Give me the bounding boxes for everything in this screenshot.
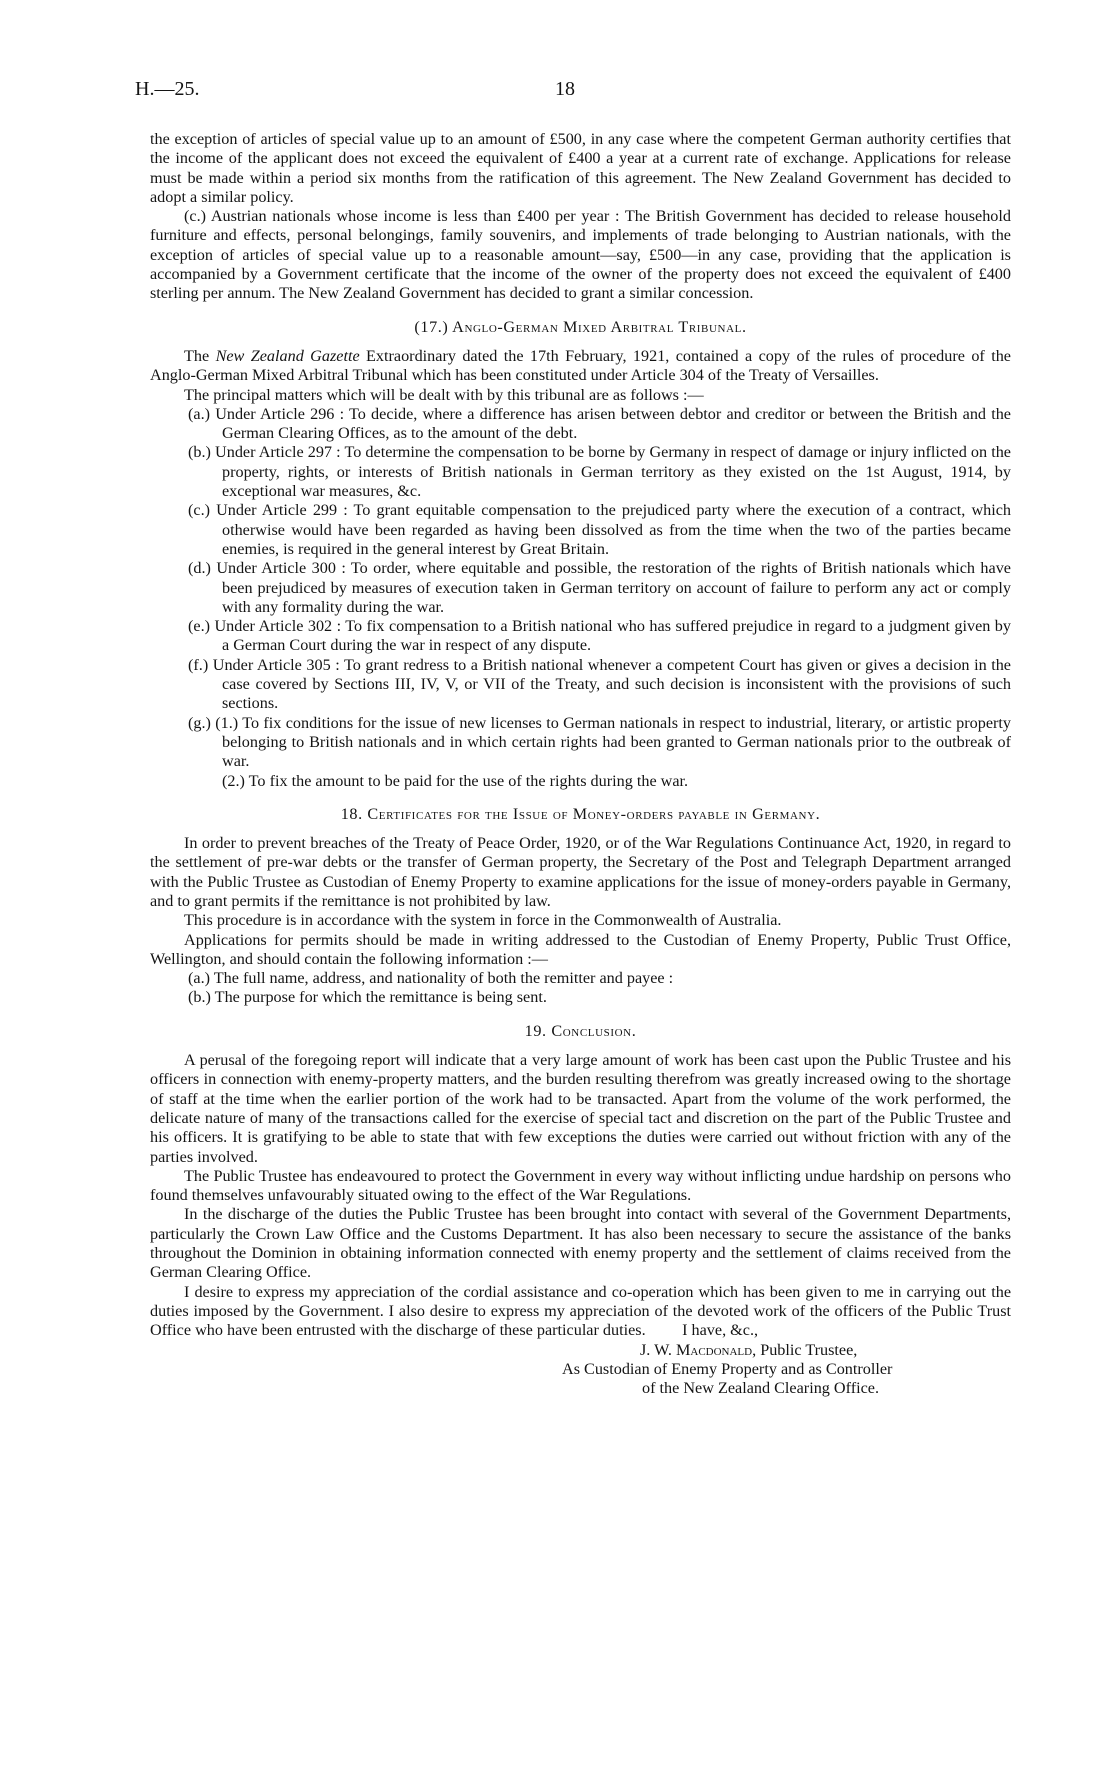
list-item: (a.) Under Article 296 : To decide, where a difference has arisen between debtor and creditor or between the British and the German Clearing Offices, as to the amount of the debt. [188,404,1011,443]
list-item: (b.) Under Article 297 : To determine the compensation to be borne by Germany in respect of damage or injury inflicted on the property, rights, or interests of British nationals in German territory as they existed on the 1st August, 1914, by exceptional war measures, &c. [188,443,1011,501]
section-17-p1-start: The [184,346,216,365]
list-item: (a.) The full name, address, and nationality of both the remitter and payee : [188,969,674,988]
section-19-heading: 19. Conclusion. [524,1021,637,1040]
section-19-p4-text: I desire to express my appreciation of the cordial assistance and co-operation which has been given to me in carrying out the duties imposed by the Government. I also desire to express my appreciation of the devoted work of the officers of the Public Trust Office who have been entrusted with the discharge of these particular duties. [150,1282,1011,1340]
section-18-paragraph-1: In order to prevent breaches of the Treaty of Peace Order, 1920, or of the War Regulations Continuance Act, 1920, in regard to the settlement of pre-war debts or the transfer of German property, the Secretary of the Post and Telegraph Department arranged with the Public Trustee as Custodian of Enemy Property to examine applications for the issue of money-orders payable in Germany, and to grant permits if the remittance is not prohibited by law. [150,834,1011,910]
document-reference: H.—25. [135,78,200,100]
closing-salutation: I have, &c., [682,1321,759,1340]
list-item: (d.) Under Article 300 : To order, where equitable and possible, the restoration of the rights of British nationals which have been prejudiced by measures of execution taken in German territory on account of failure to perform any act or comply with any formality during the war. [188,559,1011,616]
page-body [150,130,1011,1398]
section-19-paragraph-2: The Public Trustee has endeavoured to protect the Government in every way without inflicting undue hardship on persons who found themselves unfavourably situated owing to the effect of the War Regulations. [150,1166,1011,1205]
signatory-name: J. W. Macdonald [640,1340,753,1359]
section-18-heading: 18. Certificates for the Issue of Money-orders payable in Germany. [340,804,821,823]
list-item: (f.) Under Article 305 : To grant redress to a British national whenever a competent Court has given or gives a decision in the case covered by Sections III, IV, V, or VII of the Treaty, and such decision is inconsistent with the provisions of such sections. [188,655,1011,713]
signature-block [150,1341,1011,1399]
section-17-paragraph-1 [150,347,1011,386]
section-18-paragraph-3: Applications for permits should be made in writing addressed to the Custodian of Enemy Property, Public Trust Office, Wellington, and should contain the following information :— [150,930,1011,968]
list-item: (b.) The purpose for which the remittance is being sent. [188,988,547,1007]
list-item: (g.) (1.) To fix conditions for the issue of new licenses to German nationals in respect to industrial, literary, or artistic property belonging to British nationals and in which certain rights had been granted to German nationals prior to the outbreak of war. [188,713,1011,771]
gazette-title: New Zealand Gazette [215,346,360,365]
signature-line-3: of the New Zealand Clearing Office. [642,1379,880,1398]
section-17-p1-end: Extraordinary dated the 17th February, 1921, contained a copy of the rules of procedure of the Anglo-German Mixed Arbitral Tribunal which has been constituted under Article 304 of the Treaty of Versailles. [150,346,1011,385]
page-number: 18 [555,78,575,100]
section-17-heading: (17.) Anglo-German Mixed Arbitral Tribunal. [414,317,747,336]
list-item-g-2: (2.) To fix the amount to be paid for the use of the rights during the war. [222,771,689,790]
list-item: (c.) Under Article 299 : To grant equitable compensation to the prejudiced party where the execution of a contract, which otherwise would have been regarded as having been dissolved as from the time when the two of the parties became enemies, is required in the general interest by Great Britain. [188,501,1011,558]
section-18-paragraph-2: This procedure is in accordance with the system in force in the Commonwealth of Australia. [184,911,782,930]
signature-line-1 [150,1341,1011,1360]
signatory-title: , Public Trustee, [752,1340,858,1359]
list-item: (e.) Under Article 302 : To fix compensation to a British national who has suffered prejudice in regard to a judgment given by a German Court during the war in respect of any dispute. [188,617,1011,655]
paragraph-continuation: the exception of articles of special value up to an amount of £500, in any case where the competent German authority certifies that the income of the applicant does not exceed the equivalent of £400 a year at a current rate of exchange. Applications for release must be made within a period six months from the ratification of this agreement. The New Zealand Government has decided to adopt a similar policy. [150,130,1011,206]
section-19-paragraph-3: In the discharge of the duties the Public Trustee has been brought into contact with several of the Government Departments, particularly the Crown Law Office and the Customs Department. It has also been necessary to secure the assistance of the banks throughout the Dominion in obtaining information connected with enemy property and the settlement of claims received from the German Clearing Office. [150,1205,1011,1282]
section-17-paragraph-2: The principal matters which will be dealt with by this tribunal are as follows :— [184,385,704,404]
section-19-paragraph-1: A perusal of the foregoing report will indicate that a very large amount of work has been cast upon the Public Trustee and his officers in connection with enemy-property matters, and the burden resulting therefrom was greatly increased owing to the shortage of staff at the time when the earlier portion of the work had to be transacted. Apart from the volume of the work performed, the delicate nature of many of the transactions called for the exercise of special tact and discretion on the part of the Public Trustee and his officers. It is gratifying to be able to state that with few exceptions the duties were carried out without friction with any of the parties involved. [150,1051,1011,1166]
signature-line-2: As Custodian of Enemy Property and as Controller [562,1359,893,1378]
paragraph-austrian-nationals: (c.) Austrian nationals whose income is less than £400 per year : The British Government has decided to release household furniture and effects, personal belongings, family souvenirs, and implements of trade belonging to Austrian nationals, with the exception of articles of special value up to a reasonable amount—say, £500—in any case, providing that the application is accompanied by a Government certificate that the income of the owner of the property does not exceed the equivalent of £400 sterling per annum. The New Zealand Government has decided to grant a similar concession. [150,207,1011,303]
section-19-paragraph-4 [150,1283,1011,1341]
